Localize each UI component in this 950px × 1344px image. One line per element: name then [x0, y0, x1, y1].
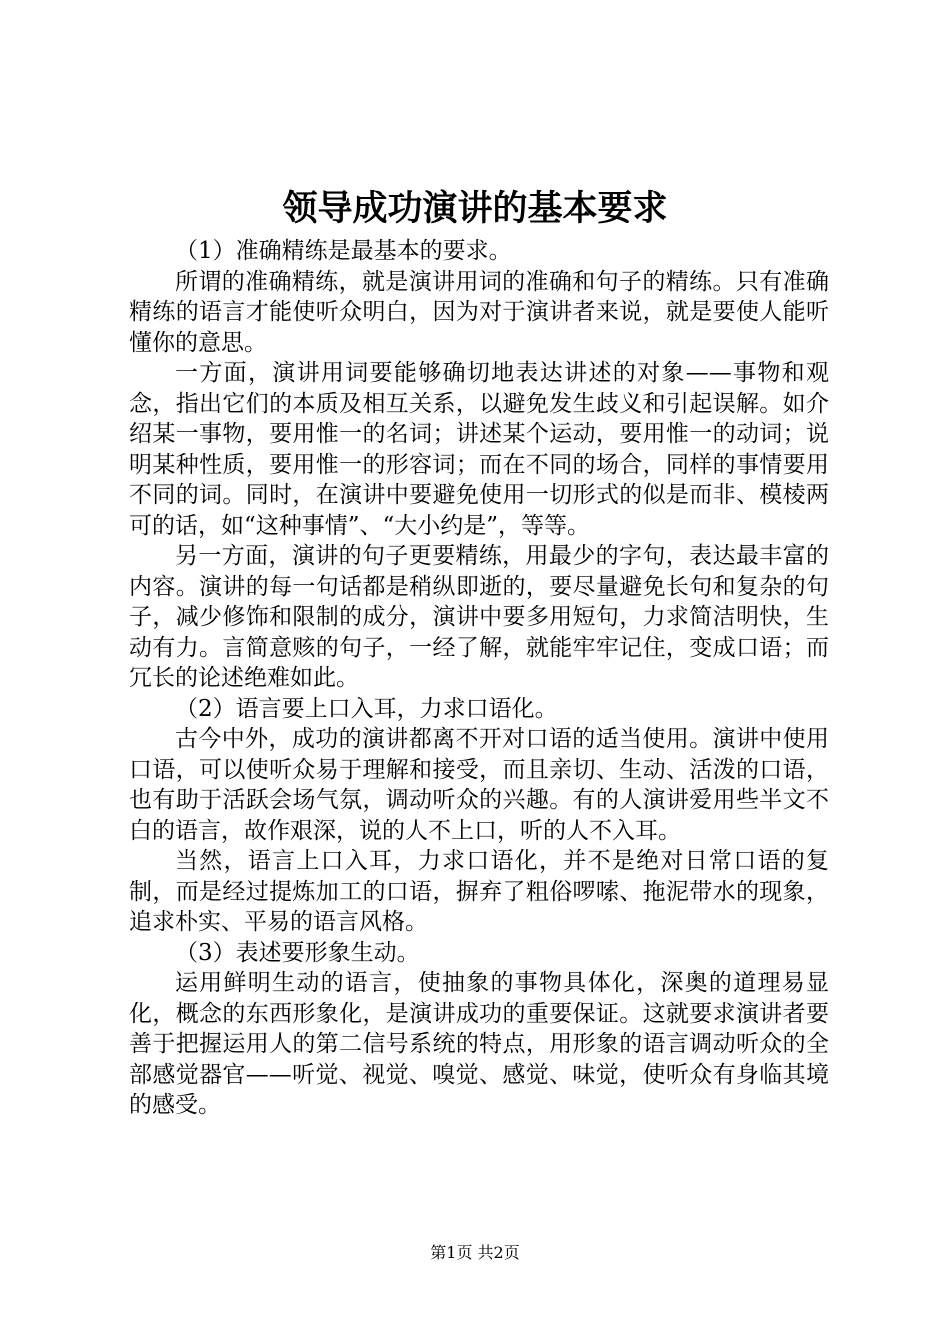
paragraph: 当然，语言上口入耳，力求口语化，并不是绝对日常口语的复制，而是经过提炼加工的口语，摒弃了粗俗啰嗦、拖泥带水的现象，追求朴实、平易的语言风格。 — [129, 848, 829, 935]
document-body — [129, 236, 829, 1121]
heading-2: （2）语言要上口入耳，力求口语化。 — [175, 695, 558, 722]
heading-3: （3）表述要形象生动。 — [175, 939, 420, 966]
paragraph: 所谓的准确精练，就是演讲用词的准确和句子的精练。只有准确精练的语言才能使听众明白，因为对于演讲者来说，就是要使人能听懂你的意思。 — [129, 268, 829, 356]
paragraph: 一方面，演讲用词要能够确切地表达讲述的对象——事物和观念，指出它们的本质及相互关系，以避免发生歧义和引起误解。如介绍某一事物，要用惟一的名词；讲述某个运动，要用惟一的动词；说明某种性质，要用惟一的形容词；而在不同的场合，同样的事情要用不同的词。同时，在演讲中要避免使用一切形式的似是而非、模棱两可的话，如“这种事情”、“大小约是”，等等。 — [129, 360, 829, 539]
paragraph: 另一方面，演讲的句子更要精练，用最少的字句，表达最丰富的内容。演讲的每一句话都是稍纵即逝的，要尽量避免长句和复杂的句子，减少修饰和限制的成分，演讲中要多用短句，力求简洁明快，生动有力。言简意赅的句子，一经了解，就能牢牢记住，变成口语；而冗长的论述绝难如此。 — [129, 543, 829, 691]
page-footer: 第1页 共2页 — [430, 1243, 520, 1262]
paragraph: 古今中外，成功的演讲都离不开对口语的适当使用。演讲中使用口语，可以使听众易于理解和接受，而且亲切、生动、活泼的口语，也有助于活跃会场气氛，调动听众的兴趣。有的人演讲爱用些半文不白的语言，故作艰深，说的人不上口，听的人不入耳。 — [129, 726, 829, 844]
heading-1: （1）准确精练是最基本的要求。 — [175, 238, 512, 264]
document-title: 领导成功演讲的基本要求 — [282, 188, 668, 229]
paragraph: 运用鲜明生动的语言，使抽象的事物具体化，深奥的道理易显化，概念的东西形象化，是演讲成功的重要保证。这就要求演讲者要善于把握运用人的第二信号系统的特点，用形象的语言调动听众的全部感觉器官——听觉、视觉、嗅觉、感觉、味觉，使听众有身临其境的感受。 — [129, 970, 829, 1118]
